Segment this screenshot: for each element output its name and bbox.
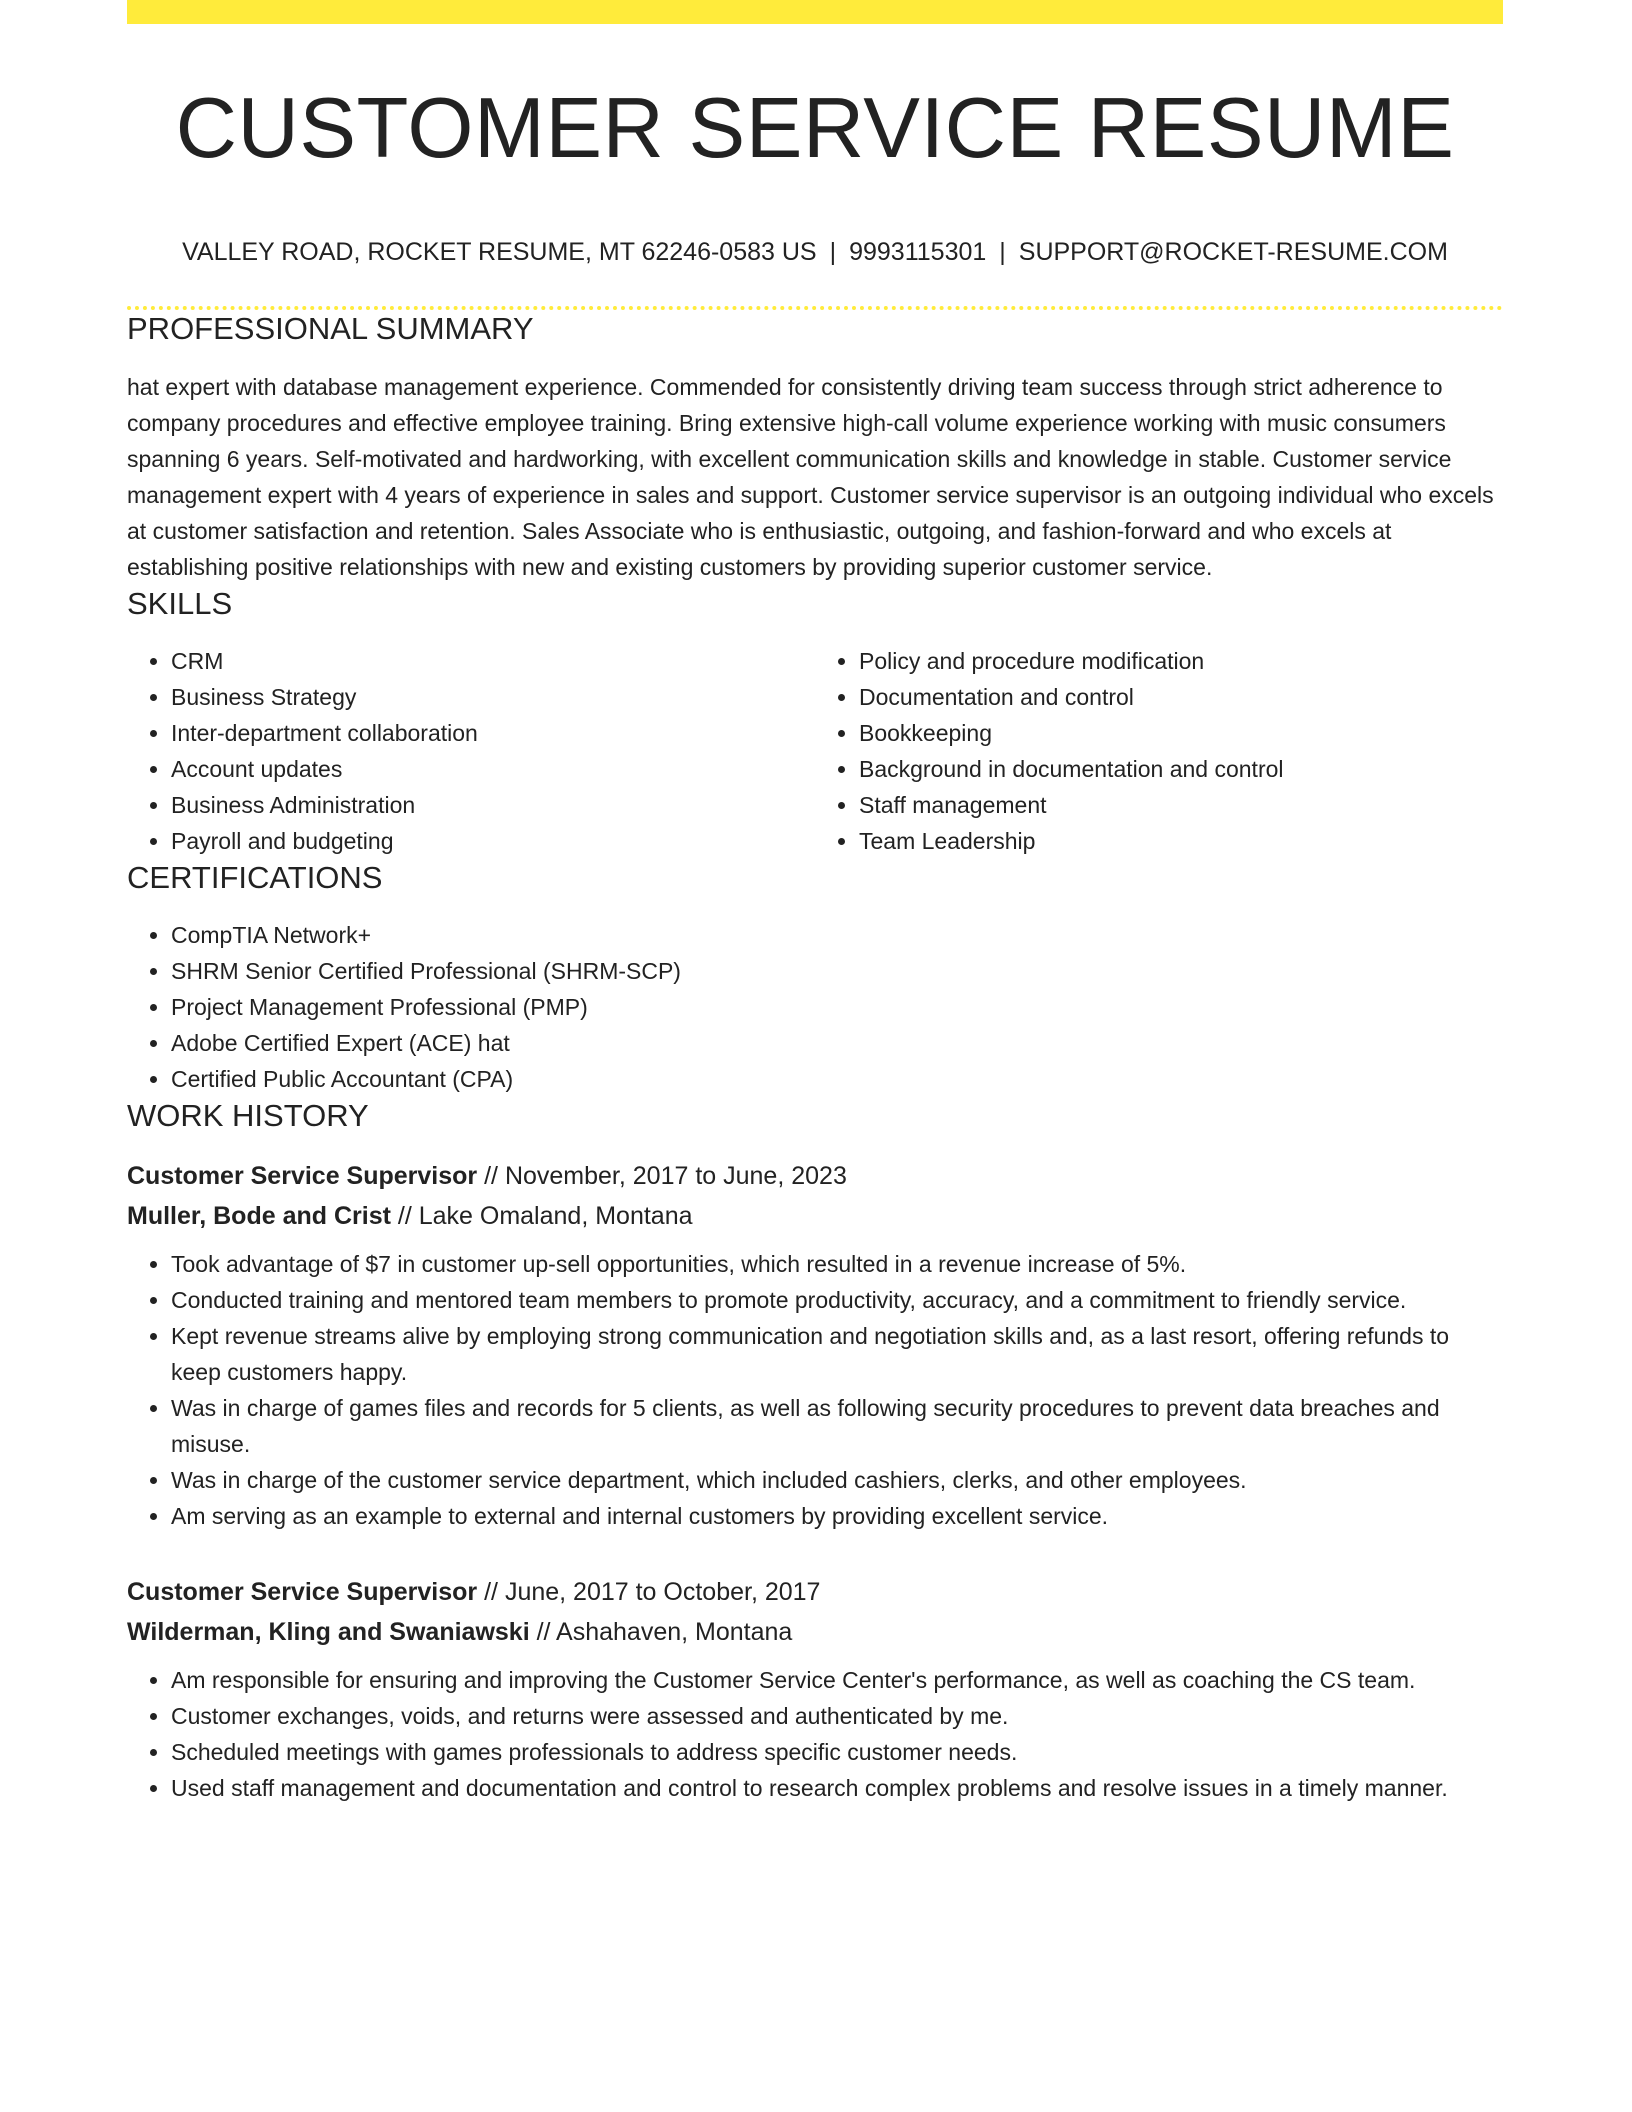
- job-title: Customer Service Supervisor: [127, 1161, 478, 1190]
- job-bullet: • Used staff management and documentation and control to research complex problems and resolve issues in a timely manner.: [171, 1770, 1503, 1806]
- job-bullet: • Am responsible for ensuring and improving the Customer Service Center's performance, as well as coaching the CS team.: [171, 1662, 1503, 1698]
- work-history-heading: WORK HISTORY: [127, 1097, 369, 1133]
- contact-separator: |: [829, 238, 837, 266]
- job-bullet: • Customer exchanges, voids, and returns were assessed and authenticated by me.: [171, 1698, 1503, 1734]
- job-company-line: [127, 1196, 1503, 1236]
- skill-item: • CRM: [171, 643, 815, 679]
- skills-heading: SKILLS: [127, 586, 233, 622]
- job-company: Wilderman, Kling and Swaniawski: [127, 1617, 530, 1646]
- job-bullet: • Took advantage of $7 in customer up-sell opportunities, which resulted in a revenue increase of 5%.: [171, 1246, 1503, 1282]
- skill-item: • Payroll and budgeting: [171, 823, 815, 859]
- skill-item: • Business Administration: [171, 787, 815, 823]
- skills-list-left: [127, 643, 815, 859]
- certification-item: • Project Management Professional (PMP): [171, 989, 1503, 1025]
- resume-title: CUSTOMER SERVICE RESUME: [175, 81, 1455, 176]
- job-entry: [127, 1156, 1503, 1534]
- job-location: // Lake Omaland, Montana: [390, 1201, 693, 1230]
- job-location: // Ashahaven, Montana: [529, 1617, 793, 1646]
- skills-columns: [127, 643, 1503, 859]
- certification-item: • CompTIA Network+: [171, 917, 1503, 953]
- skill-item: • Business Strategy: [171, 679, 815, 715]
- job-bullet: • Was in charge of games files and records for 5 clients, as well as following security procedures to prevent data breaches and misuse.: [171, 1390, 1503, 1462]
- skill-item: • Background in documentation and control: [859, 751, 1503, 787]
- skills-list-right: [815, 643, 1503, 859]
- certification-item: • Adobe Certified Expert (ACE) hat: [171, 1025, 1503, 1061]
- skill-item: • Bookkeeping: [859, 715, 1503, 751]
- accent-top-bar: [127, 0, 1503, 24]
- skill-item: • Inter-department collaboration: [171, 715, 815, 751]
- skill-item: • Policy and procedure modification: [859, 643, 1503, 679]
- job-bullets: [127, 1662, 1503, 1806]
- contact-line: [127, 237, 1503, 267]
- job-title-line: [127, 1572, 1503, 1612]
- job-bullet: • Was in charge of the customer service department, which included cashiers, clerks, and other employees.: [171, 1462, 1503, 1498]
- skill-item: • Staff management: [859, 787, 1503, 823]
- certifications-list: [127, 917, 1503, 1097]
- job-company: Muller, Bode and Crist: [127, 1201, 391, 1230]
- contact-separator: |: [999, 238, 1006, 266]
- job-dates: // June, 2017 to October, 2017: [477, 1577, 821, 1606]
- certification-item: • SHRM Senior Certified Professional (SHRM-SCP): [171, 953, 1503, 989]
- job-dates: // November, 2017 to June, 2023: [477, 1161, 847, 1190]
- job-bullet: • Scheduled meetings with games professionals to address specific customer needs.: [171, 1734, 1503, 1770]
- contact-email: SUPPORT@ROCKET-RESUME.COM: [1018, 238, 1448, 266]
- skill-item: • Team Leadership: [859, 823, 1503, 859]
- job-title-line: [127, 1156, 1503, 1196]
- skill-item: • Documentation and control: [859, 679, 1503, 715]
- summary-heading: PROFESSIONAL SUMMARY: [127, 311, 534, 346]
- job-company-line: [127, 1612, 1503, 1652]
- certification-item: • Certified Public Accountant (CPA): [171, 1061, 1503, 1097]
- job-bullet: • Am serving as an example to external and internal customers by providing excellent service.: [171, 1498, 1503, 1534]
- certifications-heading: CERTIFICATIONS: [127, 860, 383, 896]
- contact-address: VALLEY ROAD, ROCKET RESUME, MT 62246-0583 US: [182, 238, 817, 266]
- contact-phone: 9993115301: [849, 238, 987, 266]
- job-bullet: • Conducted training and mentored team members to promote productivity, accuracy, and a commitment to friendly service.: [171, 1282, 1503, 1318]
- job-entry: [127, 1572, 1503, 1806]
- job-bullet: • Kept revenue streams alive by employing strong communication and negotiation skills and, as a last resort, offering refunds to keep customers happy.: [171, 1318, 1503, 1390]
- job-bullets: [127, 1246, 1503, 1534]
- skill-item: • Account updates: [171, 751, 815, 787]
- summary-text: hat expert with database management experience. Commended for consistently driving team success through strict adherence to company procedures and effective employee training. Bring extensive high-call volume experience working with music consumers spanning 6 years. Self-motivated and hardworking, with excellent communication skills and knowledge in stable. Customer service management expert with 4 years of experience in sales and support. Customer service supervisor is an outgoing individual who excels at customer satisfaction and retention. Sales Associate who is enthusiastic, outgoing, and fashion-forward and who excels at establishing positive relationships with new and existing customers by providing superior customer service.: [127, 374, 1494, 581]
- job-title: Customer Service Supervisor: [127, 1577, 478, 1606]
- resume-page: [127, 0, 1503, 1806]
